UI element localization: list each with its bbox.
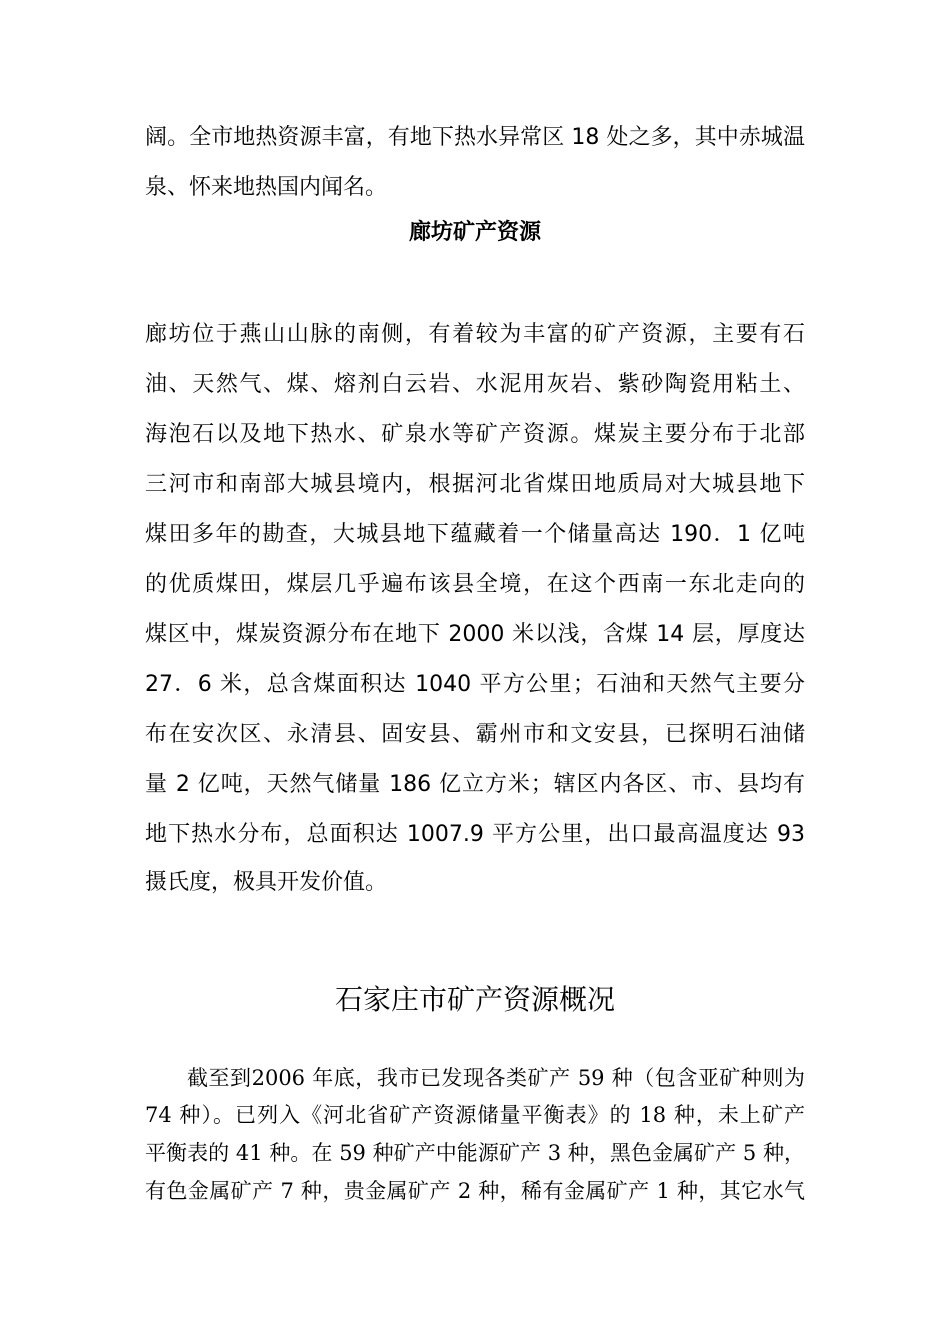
paragraph-line: 油、天然气、煤、熔剂白云岩、水泥用灰岩、紫砂陶瓷用粘土、: [145, 372, 805, 397]
paragraph-line: 地下热水分布，总面积达 1007.9 平方公里，出口最高温度达 93: [145, 822, 805, 847]
paragraph-line: 摄氏度，极具开发价值。: [145, 870, 388, 895]
paragraph-line: 平衡表的 41 种。在 59 种矿产中能源矿产 3 种，黑色金属矿产 5 种，: [145, 1141, 805, 1165]
paragraph-line: 三河市和南部大城县境内，根据河北省煤田地质局对大城县地下: [145, 472, 805, 497]
paragraph-line: 27．6 米，总含煤面积达 1040 平方公里；石油和天然气主要分: [145, 672, 805, 697]
paragraph-line: 的优质煤田，煤层几乎遍布该县全境，在这个西南一东北走向的: [145, 572, 805, 597]
paragraph-line: 阔。全市地热资源丰富，有地下热水异常区 18 处之多，其中赤城温: [145, 125, 805, 150]
paragraph-line: 有色金属矿产 7 种，贵金属矿产 2 种，稀有金属矿产 1 种，其它水气: [145, 1179, 805, 1203]
paragraph-line: 廊坊位于燕山山脉的南侧，有着较为丰富的矿产资源，主要有石: [145, 322, 805, 347]
paragraph-line: 截至到2006 年底，我市已发现各类矿产 59 种（包含亚矿种则为: [187, 1066, 805, 1090]
paragraph-line: 74 种）。已列入《河北省矿产资源储量平衡表》的 18 种，未上矿产: [145, 1103, 805, 1127]
section-title-langfang: 廊坊矿产资源: [408, 220, 541, 245]
section-title-shijiazhuang: 石家庄市矿产资源概况: [334, 983, 615, 1016]
paragraph-line: 泉、怀来地热国内闻名。: [145, 175, 388, 200]
paragraph-line: 海泡石以及地下热水、矿泉水等矿产资源。煤炭主要分布于北部: [145, 422, 805, 447]
paragraph-line: 量 2 亿吨，天然气储量 186 亿立方米；辖区内各区、市、县均有: [145, 772, 805, 797]
paragraph-line: 煤区中，煤炭资源分布在地下 2000 米以浅，含煤 14 层，厚度达: [145, 622, 805, 647]
paragraph-line: 布在安次区、永清县、固安县、霸州市和文安县，已探明石油储: [145, 722, 805, 747]
paragraph-line: 煤田多年的勘查，大城县地下蕴藏着一个储量高达 190．1 亿吨: [145, 522, 805, 547]
